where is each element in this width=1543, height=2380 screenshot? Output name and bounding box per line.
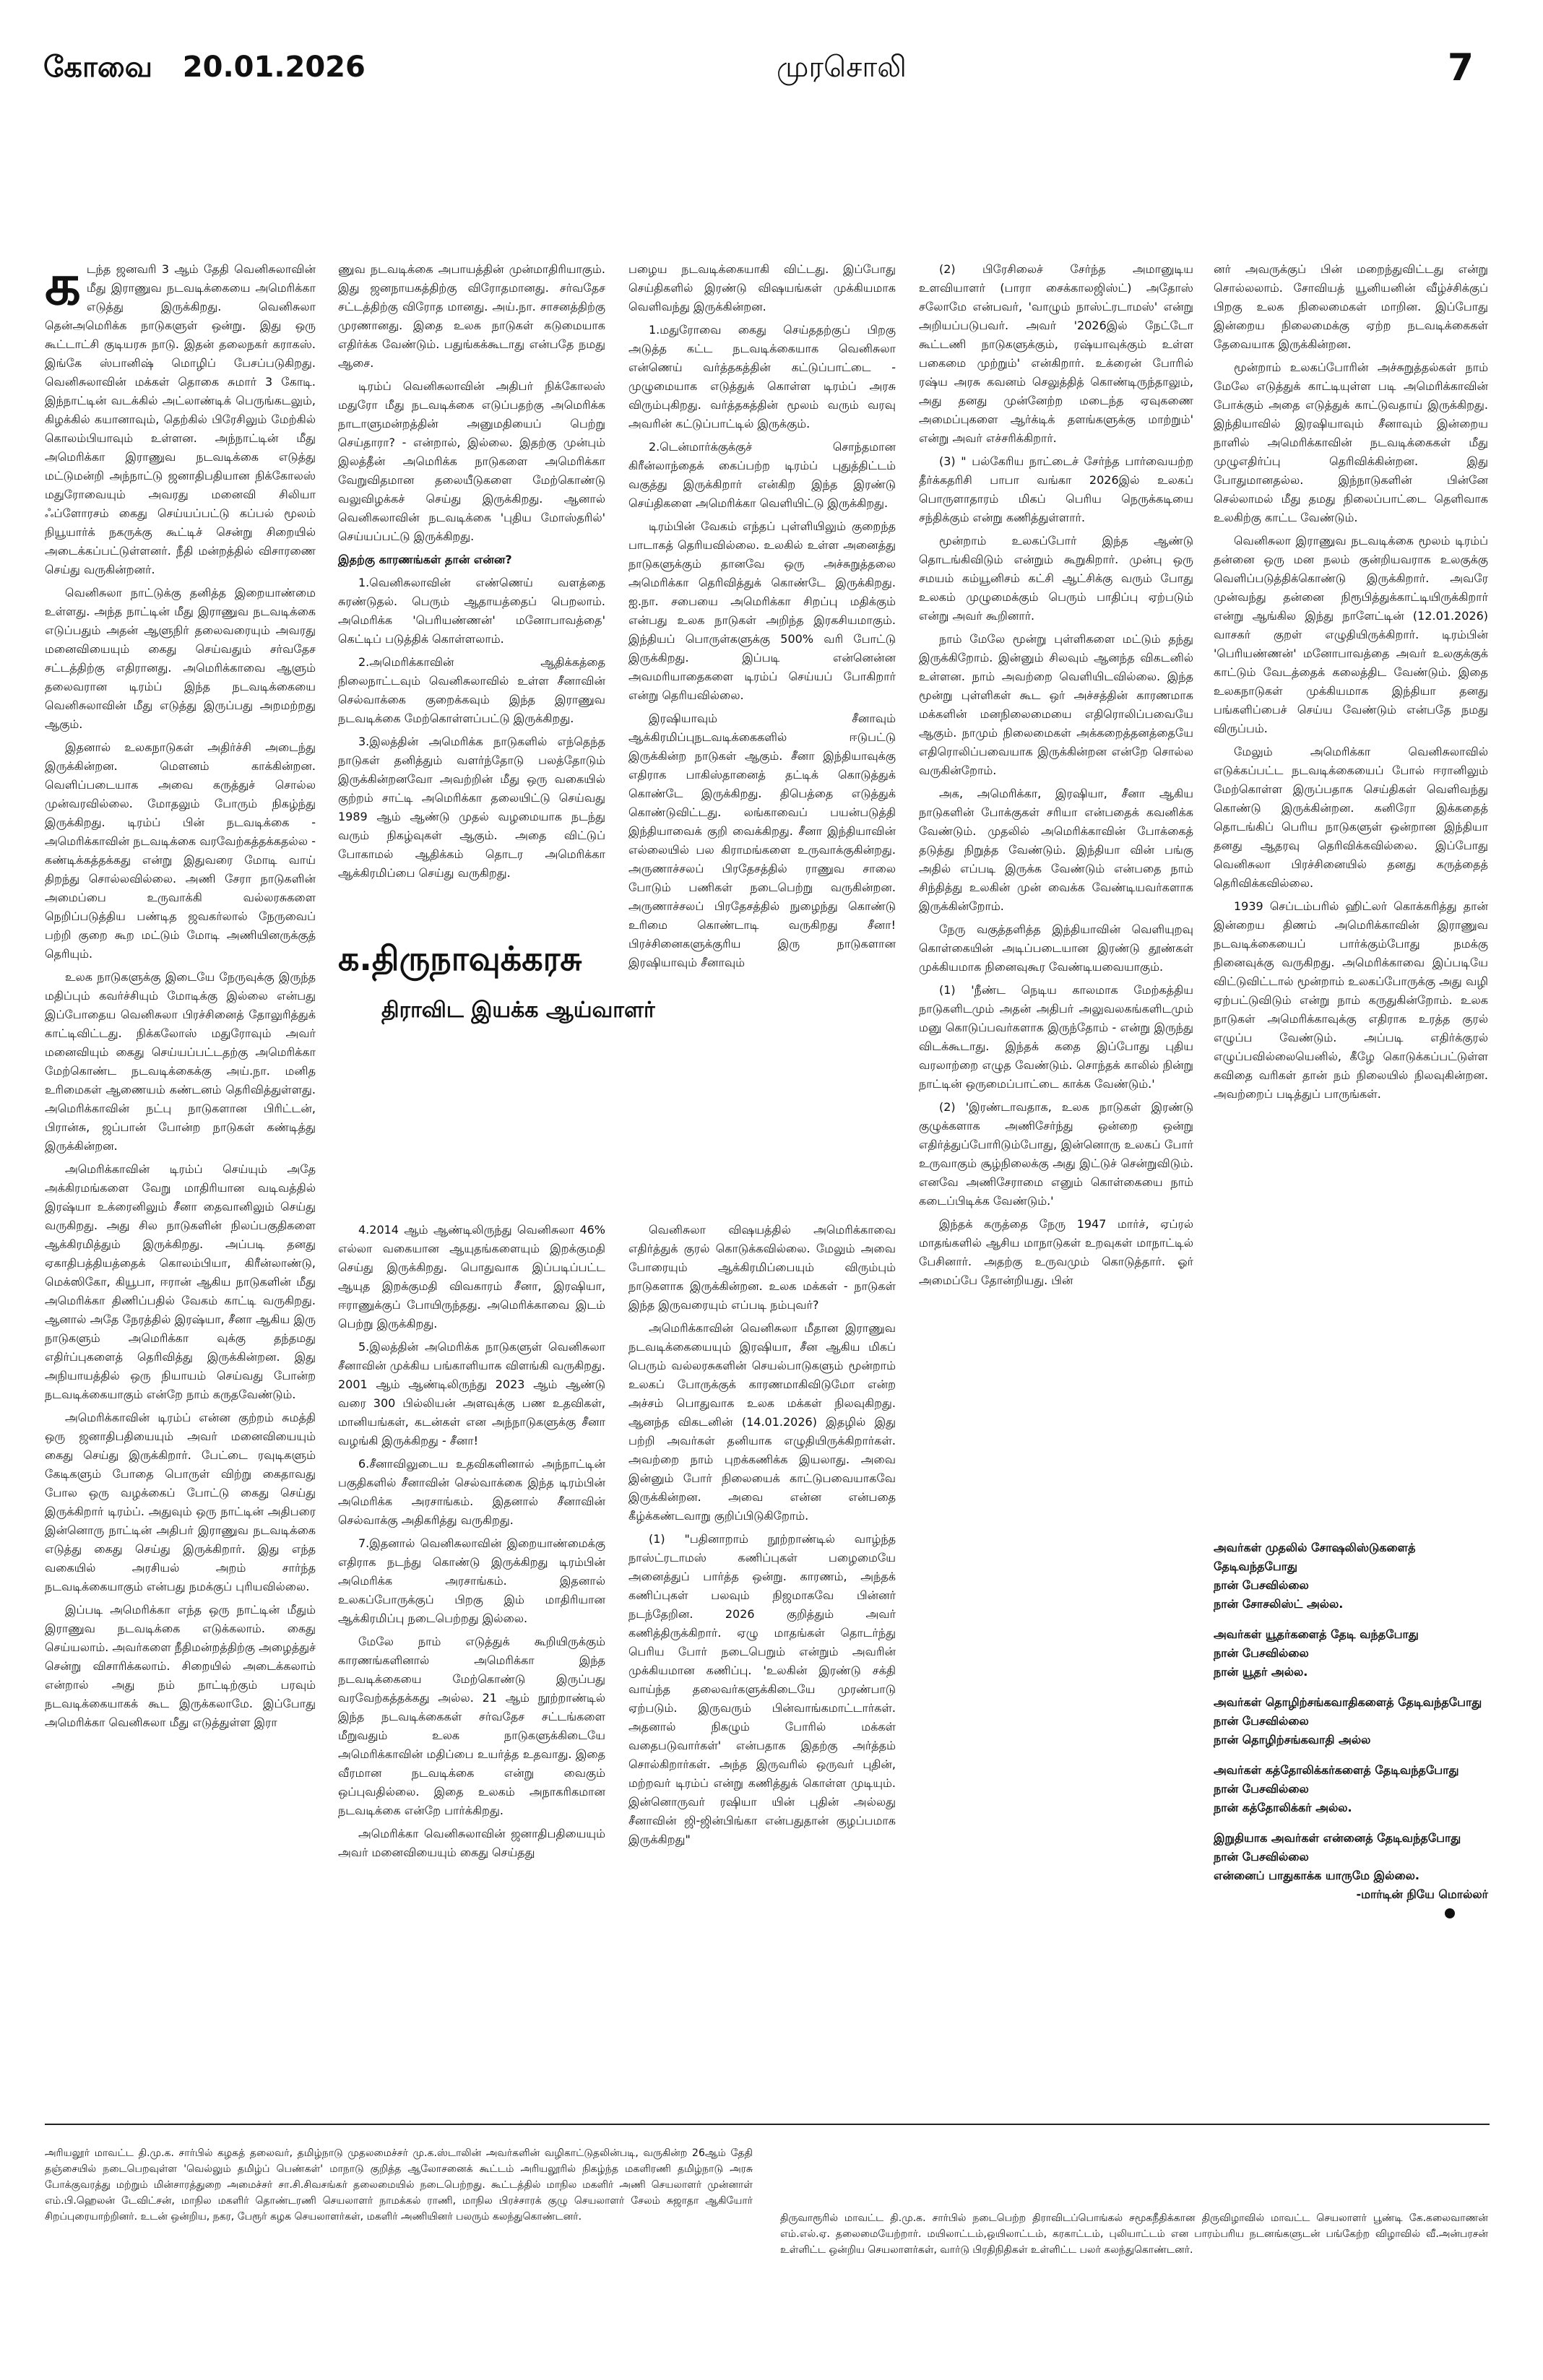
poem-attribution: -மார்டின் நியே மொல்லர் xyxy=(1356,1887,1488,1901)
article-column-2-lower xyxy=(338,1221,605,1859)
article-column-4 xyxy=(919,260,1193,1647)
poem-line: நான் பேசவில்லை xyxy=(1214,1850,1309,1864)
paragraph: அமெரிக்காவின் வெனிசுலா மீதான இராணுவ நடவடிக்கையையும் இரஷியா, சீன ஆகிய மிகப் பெரும் வல்லரசுகளின் செயல்பாடுகளும் மூன்றாம் உலகப் போருக்குக் காரணமாகிவிடுமோ என்ற அச்சம் பொதுவாக உலக மக்கள் நிலவுகிறது. ஆனந்த விகடனின் (14.01.2026) இதழில் இது பற்றி அவர்கள் தனியாக எழுதியிருக்கிறார்கள். அவற்றை நாம் புறக்கணிக்க இயலாது. அவை இன்னும் போர் நிலையைக் காட்டுபவையாகவே இருக்கின்றன. அவை என்ன என்பதை கீழ்க்கண்டவாறு குறிப்பிடுகிறோம். xyxy=(628,1321,896,1523)
end-bullet-icon xyxy=(1445,1908,1455,1918)
paragraph: (2) பிரேசிலைச் சேர்ந்த அமானுடிய உளவியாளர் (பாரா சைக்காலஜிஸ்ட்) அதோஸ் சலோமே என்பவர், 'வாழும் நாஸ்ட்ரடாமஸ்' என்று அறியப்படுபவர். அவர் '2026இல் நேட்டோ கூட்டணி நாடுகளுக்கும், ரஷ்யாவுக்கும் உள்ள பகைமை முற்றும்' என்கிறார். உக்ரைன் போரில் ரஷ்ய அரசு கவனம் செலுத்தித் கொண்டிருந்தாலும், அது தனது முன்னேற்ற மடைந்த ஏவுகணை அமைப்புகளை ஆர்க்டிக் தளங்களுக்கு மாற்றும்' என்று அவர் எச்சரிக்கிறார். xyxy=(919,262,1193,445)
masthead: முரசொலி xyxy=(777,51,907,84)
poem-line: நான் தொழிற்சங்கவாதி அல்ல xyxy=(1214,1733,1371,1747)
paragraph: 1939 செப்டம்பரில் ஹிட்லர் கொக்கரித்து தான் இன்றைய திணம் அமெரிக்காவின் இராணுவ நடவடிக்கையைப் பார்க்கும்போது நமக்கு நினைவுக்கு வருகிறது. அமெரிக்காவை இப்படியே விட்டுவிட்டால் மூன்றாம் உலகப்போருக்கு அது வழி ஏற்பட்டுவிடும் என்று நாம் கருதுகின்றோம். உலக நாடுகள் அமெரிக்காவுக்கு எதிராக உரத்த குரல் எழுப்ப வேண்டும். அப்படி எதிர்க்குரல் எழுப்பவில்லையெனில், கீழே கொடுக்கப்பட்டுள்ள கவிதை வரிகள் தான் நம் நிலையில் நிலவுகின்றன. அவற்றைப் படித்துப் பாருங்கள். xyxy=(1214,899,1488,1101)
paragraph: அமெரிக்காவின் டிரம்ப் செய்யும் அதே அக்கிரமங்களை வேறு மாதிரியான வடிவத்தில் இரஷ்யா உக்ரைனிலும் சீனா தைவானிலும் செய்து வருகிறது. அது சில நாடுகளின் நிலப்பகுதிகளை ஆக்கிரமித்தும் இருக்கிறது. அப்படி தனது ஏகாதிபத்தியத்தைக் கொலம்பியா, கிரீன்லாண்டு, மெக்ஸிகோ, கியூபா, ஈரான் ஆகிய நாடுகளின் மீது அமெரிக்கா திணிப்பதில் வேகம் காட்டி வருகிறது. ஆனால் அதே நேரத்தில் இரஷ்யா, சீனா ஆகிய இரு நாடுகளும் அமெரிக்கா வுக்கு தந்தமது எதிர்ப்புகளைத் தெரிவித்து இருக்கின்றன. இது அநியாயத்தில் ஒரு நியாயம் செய்வது போன்ற நடவடிக்கையாகும் என்றே நாம் கருதவேண்டும். xyxy=(45,1162,316,1401)
subheading: இதற்கு காரணங்கள் தான் என்ன? xyxy=(338,553,512,566)
paragraph: 1.மதுரோவை கைது செய்ததற்குப் பிறகு அடுத்த கட்ட நடவடிக்கையாக வெனிசுலா என்ணெய் வர்த்தகத்தின் கட்டுப்பாட்டை - முழுமையாக எடுத்துக் கொள்ள டிரம்ப் அரசு விரும்புகிறது. வர்த்தகத்தின் மூலம் வரும் வரவு அவரின் கட்டுப்பாட்டில் இருக்கும். xyxy=(628,323,896,430)
paragraph: மூன்றாம் உலகப்போரின் அச்சுறுத்தல்கள் நாம் மேலே எடுத்துக் காட்டியுள்ள படி அமெரிக்காவின் போக்கும் அதை எடுத்துக் காட்டுவதாய் இருக்கிறது. இந்தியாவில் இரஷியாவும் சீனாவும் இன்றைய நாளில் அமெரிக்காவின் நடவடிக்கைகள் மீது முழுஎதிர்ப்பு தெரிவிக்கின்றன. இது போதுமானதல்ல. இந்நாடுகளின் பின்னே செல்லாமல் மீது தமது நிலைப்பாட்டை தெளிவாக உலகிற்கு காட்ட வேண்டும். xyxy=(1214,360,1488,524)
byline xyxy=(338,939,894,1112)
poem-line: நான் கத்தோலிக்கர் அல்ல. xyxy=(1214,1801,1352,1814)
poem-line: அவர்கள் யூதர்களைத் தேடி வந்தபோது xyxy=(1214,1627,1419,1641)
edition-date xyxy=(43,51,366,87)
footer-caption-left: அரியலூர் மாவட்ட தி.மு.க. சார்பில் கழகத் தலைவர், தமிழ்நாடு முதலமைச்சர் மு.க.ஸ்டாலின் அவர்களின் வழிகாட்டுதலின்படி, வருகின்ற 26ஆம் தேதி தஞ்சையில் நடைபெறவுள்ள 'வெல்லும் தமிழ்ப் பெண்கள்' மாநாடு குறித்த ஆலோசனைக் கூட்டம் அரியலூரில் நிகழ்ந்த மகளிரணி தமிழ்நாடு அரசு போக்குவரத்து மற்றும் மின்சாரத்துறை அமைச்சர் சா.சி.சிவசங்கர் தலைமையில் நடைபெற்றது. கூட்டத்தில் மாநில மகளிர் அணி செயலாளர் முன்னாள் எம்.பி.ஹெலன் டேவிட்சன், மாநில மகளிர் தொண்டரணி செயலாளர் நாமக்கல் ராணி, மாநில பிரச்சாரக் குழு செயலாளர் சேலம் சுஜாதா ஆகியோர் சிறப்புரையாற்றினர். உடன் ஒன்றிய, நகர, பேரூர் கழக செயலாளர்கள், மகளிர் அணியினர் பலரும் கலந்துகொண்டனர். xyxy=(45,2147,753,2223)
paragraph: நாம் மேலே மூன்று புள்ளிகளை மட்டும் தந்து இருக்கிறோம். இன்னும் சிலவும் ஆனந்த விகடனில் உள்ளன. நாம் அவற்றை வெளியிடவில்லை. இந்த மூன்று புள்ளிகள் கூட ஒர் அச்சத்தின் காரணமாக மக்களின் மனநிலைமையை எதிரொலிப்பவையே ஆகும். நாமும் நிலைமைகள் அக்கறைத்தனத்தையே எதிரொலிப்பவையாக இருக்கின்றன என்றே சொல்ல வருகின்றோம். xyxy=(919,632,1193,777)
author-name: க.திருநாவுக்கரசு xyxy=(338,939,582,978)
poem-line: என்னைப் பாதுகாக்க யாருமே இல்லை. xyxy=(1214,1869,1419,1882)
edition: கோவை xyxy=(43,51,153,84)
paragraph: வெனிசுலா விஷயத்தில் அமெரிக்காவை எதிர்த்துக் குரல் கொடுக்கவில்லை. மேலும் அவை போரையும் ஆக்கிரமிப்பையும் விரும்பும் நாடுகளாக இருக்கின்றன. உலக மக்கள் - நாடுகள் இந்த இருவரையும் எப்படி நம்புவர்? xyxy=(628,1223,896,1312)
dropcap: க xyxy=(45,253,81,318)
poem-line: அவர்கள் கத்தோலிக்கர்களைத் தேடிவந்தபோது xyxy=(1214,1763,1459,1777)
paragraph: இதனால் உலகநாடுகள் அதிர்ச்சி அடைந்து இருக்கின்றன. மௌனம் காக்கின்றன. வெளிப்படையாக அவை கருத்துச் சொல்ல முன்வரவில்லை. மோதலும் போரும் நிகழ்ந்து இருக்கிறது. டிரம்ப் பின் நடவடிக்கை - அமெரிக்காவின் நடவடிக்கை வரவேற்கத்தக்கதல்ல - கண்டிக்கத்தக்கது என்று இதுவரை மோடி வாய் திறந்து சொல்லவில்லை. அணி சேரா நாடுகளின் அமைப்பை உருவாக்கி வல்லரசுகளை நெறிப்படுத்திய பண்டித ஜவகர்லால் நேருவைப் பற்றி குறை கூற மட்டும் மோடி அணியினருக்குத் தெரியும். xyxy=(45,740,316,961)
poem-stanza xyxy=(1214,1761,1488,1817)
paragraph: 7.இதனால் வெனிசுலாவின் இறையாண்மைக்கு எதிராக நடந்து கொண்டு இருக்கிறது டிரம்பின் அமெரிக்க அரசாங்கம். இதனால் உலகப்போருக்குப் பிறகு இம் மாதிரியான ஆக்கிரமிப்பு நடைபெற்றது இல்லை. xyxy=(338,1536,605,1625)
poem-line: நான் பேசவில்லை xyxy=(1214,1646,1309,1660)
paragraph: மூன்றாம் உலகப்போர் இந்த ஆண்டு தொடங்கிவிடும் என்றும் கூறுகிறார். முன்பு ஒரு சமயம் கம்யூனிசம் கட்சி ஆட்சிக்கு வரும் போது உலகம் முழுமைக்கும் பெரும் பாதிப்பு ஏற்படும் என்று அவர் கூறினார். xyxy=(919,534,1193,623)
paragraph: டிரம்பின் வேகம் எந்தப் புள்ளியிலும் குறைந்த பாடாகத் தெரியவில்லை. உலகில் உள்ள அனைத்து நாடுகளுக்கும் தானவே ஒரு அச்சுறுத்தலை அமெரிக்கா தெரிவித்துக் கொண்டே இருக்கிறது. ஐ.நா. சபையை அமெரிக்கா சிறப்பு மதிக்கும் என்பது உலக நாடுகள் அறிந்த இரகசியமாகும். இந்தியப் பொருள்களுக்கு 500% வரி போட்டு இருக்கிறது. இப்படி என்னென்ன அவமரியாதைகளை டிரம்ப் செய்யப் போகிறார் என்று தெரியவில்லை. xyxy=(628,519,896,702)
paragraph: இரஷியாவும் சீனாவும் ஆக்கிரமிப்புநடவடிக்கைகளில் ஈடுபட்டு இருக்கின்ற நாடுகள் ஆகும். சீனா இந்தியாவுக்கு எதிராக பாகிஸ்தானைத் தட்டிக் கொடுத்துக் கொண்டே இருக்கிறது. திபெத்தை எடுத்துக் கொண்டுவிட்டது. லங்காவைப் பயன்படுத்தி இந்தியாவைக் குறி வைக்கிறது. சீனா இந்தியாவின் எல்லையில் பல கிராமங்களை உருவாக்குகின்றது. அருணாச்சலப் பிரதேசத்தில் ராணுவ சாலை போடும் பணிகள் நடைபெற்று வருகின்றன. அருணாச்சலப் பிரதேசத்தில் நுழைந்து கொண்டு உரிமை கொண்டாடி வருகிறது சீனா! பிரச்சினைகளுக்குரிய இரு நாடுகளான இரஷியாவும் சீனாவும் xyxy=(628,711,896,969)
paragraph: டிரம்ப் வெனிசுலாவின் அதிபர் நிக்கோலஸ் மதுரோ மீது நடவடிக்கை எடுப்பதற்கு அமெரிக்க நாடாளுமன்றத்தின் அனுமதியைப் பெற்று செய்தாரா? - என்றால், இல்லை. இதற்கு முன்பும் இலத்தீன் அமெரிக்க நாடுகளை அமெரிக்கா வேறுவிதமான தலையீடுகளை மேற்கொண்டு வலுவிழக்கச் செய்து இருக்கிறது. ஆனால் வெனிசுலாவின் நடவடிக்கை 'புதிய மோஸ்தரில்' செய்யப்பட்டு இருக்கிறது. xyxy=(338,379,605,543)
page-header xyxy=(43,46,1474,94)
paragraph: 2.அமெரிக்காவின் ஆதிக்கத்தை நிலைநாட்டவும் வெனிசுலாவில் உள்ள சீனாவின் செல்வாக்கை குறைக்கவும் இந்த இராணுவ நடவடிக்கை மேற்கொள்ளப்பட்டு இருக்கிறது. xyxy=(338,655,605,725)
paragraph: பழைய நடவடிக்கையாகி விட்டது. இப்போது செய்திகளில் இரண்டு விஷயங்கள் முக்கியமாக வெளிவந்து இருக்கின்றன. xyxy=(628,262,896,313)
paragraph: நேரு வகுத்தளித்த இந்தியாவின் வெளியுறவு கொள்கையின் அடிப்படையான இரண்டு தூண்கள் முக்கியமாக நினைவுகூர வேண்டியவையாகும். xyxy=(919,922,1193,974)
article-column-1 xyxy=(45,253,316,1729)
paragraph: உலக நாடுகளுக்கு இடையே நேருவுக்கு இருந்த மதிப்பும் கவர்ச்சியும் மோடிக்கு இல்லை என்பது இப்போதைய வெனிசுலா பிரச்சினைத் தோலுரித்துக் காட்டிவிட்டது. நிக்கலோஸ் மதுரோவும் அவர் மனைவியும் கைது செய்யப்பட்டதற்கு அமெரிக்கா மேற்கொண்ட நடவடிக்கைக்கு அய்.நா. மனித உரிமைகள் ஆணையம் கண்டனம் தெரிவித்துள்ளது. அமெரிக்காவின் நட்பு நாடுகளான பிரிட்டன், பிரான்சு, ஜப்பான் போன்ற நாடுகள் கண்டித்து இருக்கின்றன. xyxy=(45,970,316,1153)
footer-caption-right: திருவாரூரில் மாவட்ட தி.மு.க. சார்பில் நடைபெற்ற திராவிடப்பொங்கல் சமூகநீதிக்கான திருவிழாவில் மாவட்ட செயலாளர் பூண்டி கே.கலைவாணன் எம்.எல்.ஏ. தலைமையேற்றார். மயிலாட்டம்,ஒயிலாட்டம், கரகாட்டம், புலியாட்டம் என பாரம்பரிய நடனங்களுடன் பங்கேற்ற விழாவில் வீ.அன்பரசன் உள்ளிட்ட ஒன்றிய செயலாளர்கள், வார்டு பிரதிநிதிகள் உள்ளிட்ட பலர் கலந்துகொண்டனர். xyxy=(780,2212,1488,2256)
paragraph: இப்படி அமெரிக்கா எந்த ஒரு நாட்டின் மீதும் இராணுவ நடவடிக்கை எடுக்கலாம். கைது செய்யலாம். அவர்களை நீதிமன்றத்திற்கு அழைத்துச் சென்று விசாரிக்கலாம். சிறையில் அடைக்கலாம் என்றால் அது நம் நாட்டிற்கும் பரவும் நடவடிக்கையாகக் கூட இருக்கலாமே. இப்போது அமெரிக்கா வெனிசுலா மீது எடுத்துள்ள இரா xyxy=(45,1603,316,1729)
paragraph: (1) 'நீண்ட நெடிய காலமாக மேற்கத்திய நாடுகளிடமும் அதன் அதிபர் அலுவலகங்களிடமும் மனு கொடுப்பவர்களாக இருந்தோம் - என்று இருந்து விடக்கூடாது. இந்தக் கதை இப்போது புதிய வரலாற்றை எழுத வேண்டும். சொந்தக் காலில் நின்று நாட்டின் ஒருமைப்பாட்டை காக்க வேண்டும்.' xyxy=(919,983,1193,1091)
paragraph: அமெரிக்காவின் டிரம்ப் என்ன குற்றம் சுமத்தி ஒரு ஜனாதிபதியையும் அவர் மனைவியையும் கைது செய்து இருக்கிறார். பேட்டை ரவுடிகளும் கேடிகளும் போதை பொருள் விற்று கைதாவது போல ஒரு வழக்கைப் போட்டு கைது செய்து இருக்கிறார் டிரம்ப். அதுவும் ஒரு நாட்டின் அதிபரை இன்னொரு நாட்டின் அதிபர் இராணுவ நடவடிக்கை எடுத்து கைது செய்து இருக்கிறார். இது எந்த வகையில் அரசியல் அறம் சார்ந்த நடவடிக்கையாகும் என்பது நமக்குப் புரியவில்லை. xyxy=(45,1411,316,1593)
paragraph: னர் அவருக்குப் பின் மறைந்துவிட்டது என்று சொல்லலாம். சோவியத் யூனியனின் வீழ்ச்சிக்குப் பிறகு உலக நிலைமைகள் மாறின. இப்போது இன்றைய நிலைமைக்கு ஏற்ற நடவடிக்கைகள் தேவையாக இருக்கின்றன. xyxy=(1214,262,1488,351)
poem-line: இறுதியாக அவர்கள் என்னைத் தேடிவந்தபோது xyxy=(1214,1831,1461,1845)
paragraph: 6.சீனாவிலுடைய உதவிகளினால் அந்நாட்டின் பகுதிகளில் சீனாவின் செல்வாக்கை இந்த டிரம்பின் அமெரிக்க அரசாங்கம். இதனால் சீனாவின் செல்வாக்கு அதிகரித்து வருகிறது. xyxy=(338,1457,605,1527)
poem-line: நான் சோசலிஸ்ட் அல்ல. xyxy=(1214,1597,1344,1611)
paragraph: மேலே நாம் எடுத்துக் கூறியிருக்கும் காரணங்களினால் அமெரிக்கா இந்த நடவடிக்கையை மேற்கொண்டு இருப்பது வரவேற்கத்தக்கது அல்ல. 21 ஆம் நூற்றாண்டில் இந்த நடவடிக்கைகள் சர்வதேச சட்டங்களை மீறுவதும் உலக நாடுகளுக்கிடையே அமெரிக்காவின் மதிப்பை உயர்த்த உதவாது. இதை வீரமான நடவடிக்கை என்று வைகும் ஒப்புவதில்லை. இதை உலகம் அநாகரிகமான நடவடிக்கை என்றே பார்க்கிறது. xyxy=(338,1635,605,1817)
paragraph: (2) 'இரண்டாவதாக, உலக நாடுகள் இரண்டு குழுக்களாக அணிசேர்ந்து ஒன்றை ஒன்று எதிர்த்துப்போரிடும்போது, இன்னொரு உலகப் போர் உருவாகும் சூழ்நிலைக்கு அது இட்டுச் சென்றுவிடும். எனவே அணிசேராமை எனும் கொள்கையை நாம் கடைப்பிடிக்க வேண்டும்.' xyxy=(919,1100,1193,1208)
paragraph: டந்த ஜனவரி 3 ஆம் தேதி வெனிசுலாவின் மீது இராணுவ நடவடிக்கையை அமெரிக்கா எடுத்து இருக்கிறது. வெனிசுலா தென்அமெரிக்க நாடுகளுள் ஒன்று. இது ஒரு கூட்டாட்சி குடியரசு நாடு. இதன் தலைநகர் கராகஸ். இங்கே ஸ்பானிஷ் மொழிப் பேசப்படுகிறது. வெனிசுலாவின் மக்கள் தொகை சுமார் 3 கோடி. இந்நாட்டின் வடக்கில் அட்லாண்டிக் பெருங்கடலும், கிழக்கில் கயானாவும், தெற்கில் பிரேசிலும் மேற்கில் கொலம்பியாவும் உள்ளன. அந்நாட்டின் மீது அமெரிக்கா இராணுவ நடவடிக்கை எடுத்து மட்டுமன்றி அந்நாட்டு ஜனாதிபதியான நிக்கோலஸ் மதுரோவையும் அவரது மனைவி சிலியா ஃப்ளோரசம் கைது செய்யப்பட்டு கப்பல் மூலம் நியூயார்க் நகருக்கு கூட்டிச் சென்று சிறையில் அடைக்கப்பட்டுள்ளனர். நீதி மன்றத்தில் விசாரணை செய்து வருகின்றனர். xyxy=(45,262,316,576)
poem-line: நான் பேசவில்லை xyxy=(1214,1782,1309,1796)
poem-stanza xyxy=(1214,1625,1488,1682)
footer-divider xyxy=(45,2124,1490,2125)
poem xyxy=(1214,1539,1488,1936)
article-column-3-lower xyxy=(628,1221,896,1846)
article-column-2 xyxy=(338,260,605,881)
paragraph: மேலும் அமெரிக்கா வெனிசுலாவில் எடுக்கப்பட்ட நடவடிக்கையைப் போல் ஈரானிலும் மேற்கொள்ள இருப்பதாக செய்திகள் வெளிவந்து கொண்டு இருக்கின்றன. கனிரோ இக்கதைத் தொடங்கிப் பெரிய நாடுகளுள் ஒன்றான இந்தியா தனது ஆதரவு தெரிவிக்கவில்லை. இப்போது வெனிசுலா பிரச்சினையில் தனது கருத்தைத் தெரிவிக்கவில்லை. xyxy=(1214,745,1488,890)
date: 20.01.2026 xyxy=(182,51,366,84)
paragraph: 4.2014 ஆம் ஆண்டிலிருந்து வெனிசுலா 46% எல்லா வகையான ஆயுதங்களையும் இறக்குமதி செய்து இருக்கிறது. பொதுவாக இப்படிப்பட்ட ஆயுத இறக்குமதி விவகாரம் சீனா, இரஷியா, ஈராணுக்குப் போயிருந்தது. அமெரிக்காவை இடம் பெற்று இருக்கிறது. xyxy=(338,1223,605,1330)
paragraph: அக, அமெரிக்கா, இரஷியா, சீனா ஆகிய நாடுகளின் போக்குகள் சரியா என்பதைக் கவனிக்க வேண்டும். முதலில் அமெரிக்காவின் போக்கைத் தடுத்து நிறுத்த வேண்டும். இந்தியா வின் பங்கு அதில் எப்படி இருக்க வேண்டும் என்பதை நாம் சிந்தித்து உலகின் முன் வைக்க வேண்டியவர்களாக இருக்கின்றோம். xyxy=(919,787,1193,913)
article-column-3 xyxy=(628,260,896,969)
poem-line: அவர்கள் முதலில் சோஷலிஸ்டுகளைத் தேடிவந்தபோது xyxy=(1214,1541,1416,1573)
poem-line: நான் யூதர் அல்ல. xyxy=(1214,1665,1308,1679)
paragraph: (1) "பதினாறாம் நூற்றாண்டில் வாழ்ந்த நாஸ்ட்ரடாமஸ் கணிப்புகள் பழைமையே அனைத்துப் பார்த்த ஒன்று. காரணம், அந்தக் கணிப்புகள் பலவும் நிஜமாகவே பின்னர் நடந்தேறின. 2026 குறித்தும் அவர் கணித்திருக்கிறார். ஏழு மாதங்கள் தொடர்ந்து பெரிய போர் நடைபெறும் என்றும் அவரின் முக்கியமான கணிப்பு. 'உலகின் இரண்டு சக்தி வாய்ந்த தலைவர்களுக்கிடையே முரண்பாடு ஏற்படும். இருவரும் பின்வாங்கமாட்டார்கள். அதனால் நிகழும் போரில் மக்கள் வதைபடுவார்கள்' என்பதாக இதற்கு அர்த்தம் சொல்கிறார்கள். அந்த இருவரில் ஒருவர் புதின், மற்றவர் டிரம்ப் என்று கணித்துக் கொள்ள முடியும். இன்னொருவர் ரஷியா யின் புதின் அல்லது சீனாவின் ஜி-ஜின்பிங்கா என்பதுதான் குழப்பமாக இருக்கிறது" xyxy=(628,1532,896,1846)
poem-stanza xyxy=(1214,1829,1488,1924)
paragraph: 2.டென்மார்க்குக்குச் சொந்தமான கிரீன்லாந்தைக் கைப்பற்ற டிரம்ப் புதுத்திட்டம் வகுத்து இருக்கிறார் என்கிற இந்த இரண்டு செய்திகளை அமெரிக்கா வெளியிட்டு இருக்கிறது. xyxy=(628,440,896,510)
paragraph: வெனிசுலா இராணுவ நடவடிக்கை மூலம் டிரம்ப் தன்னை ஒரு மன நலம் குன்றியவராக உலகுக்கு வெளிப்படுத்திக்கொண்டு இருக்கிறார். அவரே முன்வந்து தன்னை நிரூபித்துக்காட்டியிருக்கிறார் என்று ஆங்கில இந்து நாளேட்டின் (12.01.2026) வாசகர் குறள் எழுதியிருக்கிறார். டிரம்பின் 'பெரியண்ணன்' மனோபாவத்தை அவர் உலகுக்குக் காட்டும் வேடத்தைக் கலைத்திட வேண்டும். இதை உலகநாடுகள் முக்கியமாக இந்தியா தனது பங்களிப்பைச் செய்ய வேண்டும் என்பதே நமது விருப்பம். xyxy=(1214,534,1488,735)
poem-stanza xyxy=(1214,1539,1488,1614)
paragraph: (3) " பல்கேரிய நாட்டைச் சேர்ந்த பார்வையற்ற தீர்க்கதரிசி பாபா வங்கா 2026இல் உலகப் பொருளாதாரம் மிகப் பெரிய நெருக்கடியை சந்திக்கும் என்று கணித்துள்ளார். xyxy=(919,454,1193,524)
poem-stanza xyxy=(1214,1693,1488,1749)
paragraph: ணுவ நடவடிக்கை அபாயத்தின் முன்மாதிரியாகும். இது ஜனநாயகத்திற்கு விரோதமானது. சர்வதேச சட்டத்திற்கு விரோத மானது. அய்.நா. சாசனத்திற்கு முரணானது. இதை உலக நாடுகள் கடுமையாக எதிர்க்க வேண்டும். பதுங்கக்கூடாது என்பதே நமது ஆசை. xyxy=(338,262,605,370)
paragraph: 3.இலத்தின் அமெரிக்க நாடுகளில் எந்தெந்த நாடுகள் தனித்தும் வளர்ந்தோடு பலத்தோடும் இருக்கின்றனவோ அவற்றின் மீது ஒரு வகையில் குற்றம் சாட்டி அமெரிக்கா தலையிட்டு செய்வது 1989 ஆம் ஆண்டு முதல் வழமையாக நடந்து வரும் நிகழ்வுகள் ஆகும். அதை விட்டுப் போகாமல் ஆதிக்கம் தொடர அமெரிக்கா ஆக்கிரமிப்பை செய்து வருகிறது. xyxy=(338,735,605,880)
page-number: 7 xyxy=(1447,46,1474,90)
article-column-5 xyxy=(1214,260,1488,1647)
author-role: திராவிட இயக்க ஆய்வாளர் xyxy=(381,998,655,1023)
paragraph: இந்தக் கருத்தை நேரு 1947 மார்ச், ஏப்ரல் மாதங்களில் ஆசிய மாநாடுகள் உறவுகள் மாநாட்டில் பேசினார். அதற்கு உருவமும் கொடுத்தார். ஓர் அமைப்பே தோன்றியது. பின் xyxy=(919,1217,1193,1287)
poem-line: நான் பேசவில்லை xyxy=(1214,1714,1309,1728)
poem-line: அவர்கள் தொழிற்சங்கவாதிகளைத் தேடிவந்தபோது xyxy=(1214,1695,1482,1709)
paragraph: வெனிசுலா நாட்டுக்கு தனித்த இறையாண்மை உள்ளது. அந்த நாட்டின் மீது இராணுவ நடவடிக்கை எடுப்பதும் அதன் ஆளுநிர் தலைவரையும் அவரது மனைவியையும் கைது செய்வதும் சர்வதேச சட்டத்திற்கு எதிரானது. அமெரிக்காவை ஆளும் தலைவரான டிரம்ப் இந்த நடவடிக்கையை வெனிசுலாவின் மீது எடுத்து இருப்பது அறமற்றது ஆகும். xyxy=(45,586,316,731)
paragraph: அமெரிக்கா வெனிசுலாவின் ஜனாதிபதியையும் அவர் மனைவியையும் கைது செய்தது xyxy=(338,1827,605,1859)
paragraph: 5.இலத்தின் அமெரிக்க நாடுகளுள் வெனிசுலா சீனாவின் முக்கிய பங்காளியாக விளங்கி வருகிறது. 2001 ஆம் ஆண்டிலிருந்து 2023 ஆம் ஆண்டு வரை 300 பில்லியன் அளவுக்கு பண உதவிகள், மானியங்கள், கடன்கள் என அந்நாடுகளுக்கு சீனா வழங்கி இருக்கிறது - சீனா! xyxy=(338,1340,605,1448)
poem-line: நான் பேசவில்லை xyxy=(1214,1578,1309,1592)
paragraph: 1.வெனிசுலாவின் எண்ணெய் வளத்தை சுரண்டுதல். பெரும் ஆதாயத்தைப் பெறலாம். அமெரிக்க 'பெரியண்ணன்' மனோபாவத்தை' கெட்டிப் படுத்திக் கொள்ளலாம். xyxy=(338,576,605,646)
